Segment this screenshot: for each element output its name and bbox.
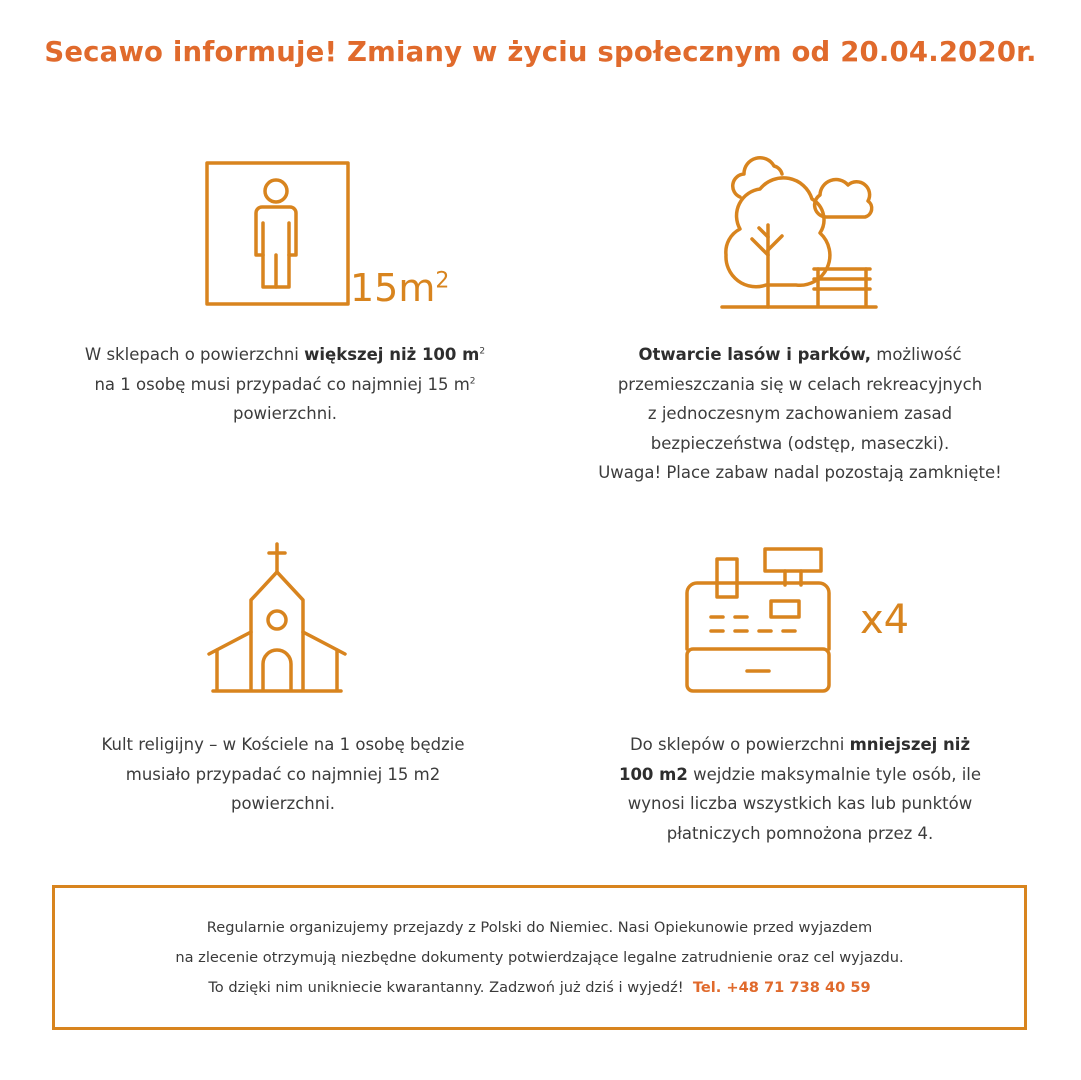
text-span: powierzchni.: [232, 404, 338, 423]
page-title: Secawo informuje! Zmiany w życiu społecznym od 20.04.2020r.: [44, 36, 1037, 68]
text-span: wynosi liczba wszystkich kas lub punktów: [627, 794, 973, 813]
bold-span: Otwarcie lasów i parków,: [638, 345, 872, 364]
info-box: [52, 885, 1027, 1030]
area-label: [350, 266, 449, 310]
text-span: bezpieczeństwa (odstęp, maseczki).: [650, 433, 950, 453]
shops-small-text: [545, 730, 1055, 848]
church-icon: [203, 540, 351, 695]
info-line-3-text: To dzięki nim unikniecie kwarantanny. Zadzwoń już dziś i wyjedź!: [208, 979, 684, 996]
multiplier-label: x4: [860, 597, 910, 643]
person-area-icon: [200, 158, 360, 308]
text-span: na 1 osobę musi przypadać co najmniej 15 m: [94, 374, 470, 394]
cash-register-icon: [683, 545, 833, 695]
text-span: musiało przypadać co najmniej 15 m2: [125, 764, 441, 784]
superscript: 2: [469, 376, 476, 386]
bold-span: 100 m2: [618, 764, 688, 784]
text-span: wejdzie maksymalnie tyle osób, ile: [687, 764, 982, 784]
text-span: Do sklepów o powierzchni: [629, 735, 850, 754]
phone-number[interactable]: Tel. +48 71 738 40 59: [692, 979, 871, 996]
text-span: możliwość: [871, 345, 962, 364]
bold-span: mniejszej niż: [849, 735, 971, 754]
text-span: powierzchni.: [230, 794, 336, 813]
church-text: [28, 730, 538, 819]
text-span: W sklepach o powierzchni: [84, 345, 305, 364]
parks-text: [545, 340, 1055, 488]
text-span: Uwaga! Place zabaw nadal pozostają zamknięte!: [598, 463, 1002, 482]
text-span: Kult religijny – w Kościele na 1 osobę będzie: [101, 735, 465, 754]
info-line-1: Regularnie organizujemy przejazdy z Polski do Niemiec. Nasi Opiekunowie przed wyjazdem: [206, 919, 873, 936]
bold-span: większej niż 100 m: [304, 345, 480, 364]
text-span: z jednoczesnym zachowaniem zasad: [647, 404, 953, 423]
park-tree-icon: [718, 155, 880, 310]
area-exponent: 2: [435, 268, 450, 294]
superscript: 2: [479, 346, 486, 357]
info-line-2: na zlecenie otrzymują niezbędne dokumenty potwierdzające legalne zatrudnienie oraz cel wyjazdu.: [175, 949, 904, 966]
info-line-3: [55, 979, 1024, 996]
text-span: płatniczych pomnożona przez 4.: [666, 823, 934, 843]
text-span: przemieszczania się w celach rekreacyjnych: [617, 374, 983, 394]
area-value: 15m: [350, 266, 436, 310]
shops-large-text: [30, 340, 540, 429]
